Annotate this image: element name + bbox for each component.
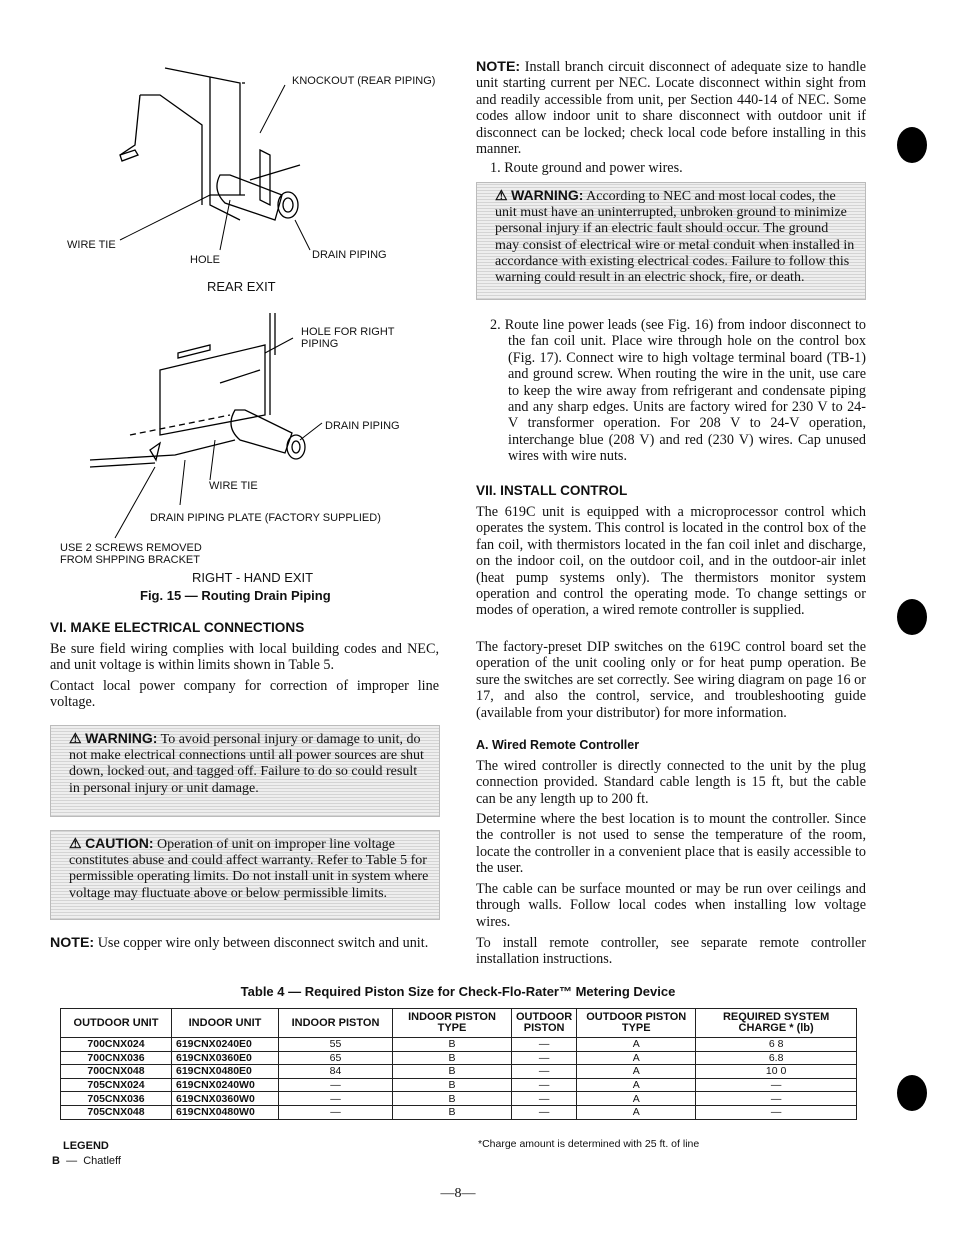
table-cell: 84 — [279, 1065, 393, 1079]
left-warning-box — [50, 725, 440, 817]
right-drain-label: DRAIN PIPING — [325, 420, 400, 432]
rear-exit-title: REAR EXIT — [207, 279, 276, 294]
rear-exit-diagram — [60, 55, 470, 575]
right-warning-label: WARNING: — [511, 187, 584, 203]
table-row — [61, 1078, 857, 1092]
right-para-1: The 619C unit is equipped with a microprocessor control which operates the system. This control is located in the control box of the fan coil, with thermistors located in the fan coil inlet and discharge, on the indoor coil, on the outdoor coil, and in the outdoor-air inlet (heat pump systems only). The thermistors monitor system operation and control the operating mode. To change settings or modes of operation, a wired remote controller is supplied. — [476, 504, 866, 619]
table-cell: — — [512, 1092, 577, 1106]
table-row — [61, 1105, 857, 1119]
table-cell: 700CNX048 — [61, 1065, 172, 1079]
warning-icon: ⚠ — [495, 187, 508, 203]
left-note-label: NOTE: — [50, 935, 95, 951]
table-cell: 619CNX0360E0 — [172, 1051, 279, 1065]
table-cell: 700CNX024 — [61, 1038, 172, 1052]
left-note-text: Use copper wire only between disconnect switch and unit. — [97, 935, 429, 951]
table-cell: 619CNX0360W0 — [172, 1092, 279, 1106]
step-2-text: Route line power leads (see Fig. 16) from indoor disconnect to the fan coil unit. Place wire through hole on the control box (Fig. 17). Connect wire to high voltage terminal board (TB-1) and ground screw. When routing the wire in the unit, use care to keep the wire away from refrigerant and condensate piping and any sharp edges. Units are factory wired for 230 V to 24-V transformer operation. For 208 V to 24-V operation, interchange blue (208 V) and red (230 V) wires. Cap unused wires with wire nuts. — [504, 317, 866, 465]
table-footnote: *Charge amount is determined with 25 ft. of line — [478, 1138, 700, 1150]
rear-drain-label: DRAIN PIPING — [312, 249, 387, 261]
table-row — [61, 1092, 857, 1106]
page-number: —8— — [440, 1186, 476, 1201]
step-1-text: Route ground and power wires. — [504, 160, 683, 176]
step-2-number: 2. — [490, 317, 505, 333]
legend-key: B — [52, 1155, 60, 1167]
figure-caption: Fig. 15 — Routing Drain Piping — [140, 588, 331, 603]
caution-box — [50, 830, 440, 920]
table-cell: 705CNX024 — [61, 1078, 172, 1092]
table-cell: 6 8 — [696, 1038, 857, 1052]
table-cell: — — [512, 1038, 577, 1052]
right-note-label: NOTE: — [476, 59, 521, 75]
table-cell: 619CNX0480E0 — [172, 1065, 279, 1079]
table-cell: 10 0 — [696, 1065, 857, 1079]
right-note — [476, 59, 866, 157]
warning-icon: ⚠ — [69, 730, 82, 746]
table-cell: 619CNX0240E0 — [172, 1038, 279, 1052]
caution-label: CAUTION: — [85, 835, 154, 851]
plate-label: DRAIN PIPING PLATE (FACTORY SUPPLIED) — [150, 512, 381, 524]
table-row — [61, 1038, 857, 1052]
wired-remote-subheading: A. Wired Remote Controller — [476, 738, 640, 752]
right-warning-box — [476, 182, 866, 300]
right-para-5: The cable can be surface mounted or may be run over ceilings and through walls. Follow local codes when installing low voltage wires. — [476, 881, 866, 930]
rear-hole-label: HOLE — [190, 254, 220, 266]
table-cell: A — [577, 1105, 696, 1119]
header-cell: INDOOR UNIT — [172, 1009, 279, 1038]
table-cell: — — [279, 1105, 393, 1119]
table-cell: A — [577, 1092, 696, 1106]
header-cell: OUTDOOR UNIT — [61, 1009, 172, 1038]
legend-dash: — — [63, 1155, 81, 1167]
table-cell: — — [512, 1065, 577, 1079]
table-cell: A — [577, 1051, 696, 1065]
table-cell: A — [577, 1038, 696, 1052]
table-cell: 619CNX0480W0 — [172, 1105, 279, 1119]
left-warning-label: WARNING: — [85, 730, 158, 746]
left-para-1: Be sure field wiring complies with local building codes and NEC, and unit voltage is within limits shown in Table 5. — [50, 641, 439, 674]
screws-label: USE 2 SCREWS REMOVED FROM SHPPING BRACKET — [60, 542, 202, 566]
table-cell: — — [512, 1078, 577, 1092]
right-note-text: Install branch circuit disconnect of adequate size to handle unit starting current per NEC. Locate disconnect within sight from and readily accessible from unit, per Section 440-14 of NEC. Some codes allow indoor unit to share disconnect with outdoor unit if disconnect can be locked; check local code before installing in this manner. — [476, 59, 866, 158]
table-cell: — — [512, 1051, 577, 1065]
table-cell: 6.8 — [696, 1051, 857, 1065]
header-cell: REQUIRED SYSTEM CHARGE * (lb) — [696, 1009, 857, 1038]
table-cell: — — [279, 1078, 393, 1092]
table-cell: — — [696, 1105, 857, 1119]
table-cell: 65 — [279, 1051, 393, 1065]
table-cell: 705CNX048 — [61, 1105, 172, 1119]
table-cell: A — [577, 1078, 696, 1092]
table-row — [61, 1051, 857, 1065]
left-note — [50, 935, 439, 951]
section-vi-heading: VI. MAKE ELECTRICAL CONNECTIONS — [50, 620, 305, 635]
right-para-2: The factory-preset DIP switches on the 619C control board set the operation of the unit cooling only or for heat pump operation. Be sure the switches are set correctly. See wiring diagram on page 16 or 17, and also the control, service, and troubleshooting guide (available from your distributor) for more information. — [476, 639, 866, 721]
table-cell: — — [696, 1078, 857, 1092]
table-row — [61, 1065, 857, 1079]
table-cell: — — [696, 1092, 857, 1106]
table-title: Table 4 — Required Piston Size for Check-Flo-Rater™ Metering Device — [240, 984, 676, 999]
step-1 — [490, 160, 866, 176]
piston-table — [60, 1008, 857, 1120]
right-hole-label: HOLE FOR RIGHT PIPING — [301, 326, 395, 350]
table-header-row — [61, 1009, 857, 1038]
step-2 — [490, 317, 866, 465]
header-cell: OUTDOOR PISTON TYPE — [577, 1009, 696, 1038]
caution-icon: ⚠ — [69, 835, 82, 851]
legend-entry — [52, 1155, 121, 1167]
knockout-label: KNOCKOUT (REAR PIPING) — [292, 75, 436, 87]
table-cell: — — [512, 1105, 577, 1119]
right-wire-tie-label: WIRE TIE — [209, 480, 258, 492]
registration-dot — [897, 599, 927, 635]
header-cell: INDOOR PISTON — [279, 1009, 393, 1038]
right-warning-text: According to NEC and most local codes, the unit must have an uninterrupted, unbroken ground to minimize personal injury if an electric fault should occur. The ground may consist of electrical wire or metal conduit when installed in accordance with existing electrical codes. Failure to follow this warning could result in an electric shock, fire, or death. — [495, 189, 855, 286]
header-cell: OUTDOOR PISTON — [512, 1009, 577, 1038]
legend-value: Chatleff — [83, 1155, 121, 1167]
table-cell: A — [577, 1065, 696, 1079]
right-para-4: Determine where the best location is to mount the controller. Since the controller is not used to sense the temperature of the room, locate the controller in a convenient place that is easily accessible to the user. — [476, 811, 866, 877]
table-cell: B — [393, 1078, 512, 1092]
rear-wire-tie-label: WIRE TIE — [67, 239, 116, 251]
left-warning-text: To avoid personal injury or damage to unit, do not make electrical connections until all power sources are shut down, locked out, and tagged off. Failure to do so could result in personal injury or unit damage. — [69, 732, 424, 796]
section-vii-heading: VII. INSTALL CONTROL — [476, 483, 628, 498]
table-cell: B — [393, 1051, 512, 1065]
header-cell: INDOOR PISTON TYPE — [393, 1009, 512, 1038]
table-cell: B — [393, 1105, 512, 1119]
legend-title: LEGEND — [63, 1140, 109, 1152]
table-cell: — — [279, 1092, 393, 1106]
registration-dot — [897, 127, 927, 163]
right-exit-title: RIGHT - HAND EXIT — [192, 570, 314, 585]
left-para-2: Contact local power company for correction of improper line voltage. — [50, 678, 439, 711]
table-cell: B — [393, 1092, 512, 1106]
table-cell: B — [393, 1038, 512, 1052]
registration-dot — [897, 1075, 927, 1111]
step-1-number: 1. — [490, 160, 505, 176]
table-cell: B — [393, 1065, 512, 1079]
right-para-6: To install remote controller, see separate remote controller installation instructions. — [476, 935, 866, 968]
caution-text: Operation of unit on improper line voltage constitutes abuse and could affect warranty. Refer to Table 5 for permissible operating limits. Do not install unit in system where voltage may fluctuate above or below permissible limits. — [69, 837, 429, 901]
table-cell: 55 — [279, 1038, 393, 1052]
table-cell: 619CNX0240W0 — [172, 1078, 279, 1092]
table-cell: 700CNX036 — [61, 1051, 172, 1065]
table-cell: 705CNX036 — [61, 1092, 172, 1106]
right-para-3: The wired controller is directly connected to the unit by the plug connection provided. Standard cable length is 15 ft, but the cable can be any length up to 200 ft. — [476, 758, 866, 807]
